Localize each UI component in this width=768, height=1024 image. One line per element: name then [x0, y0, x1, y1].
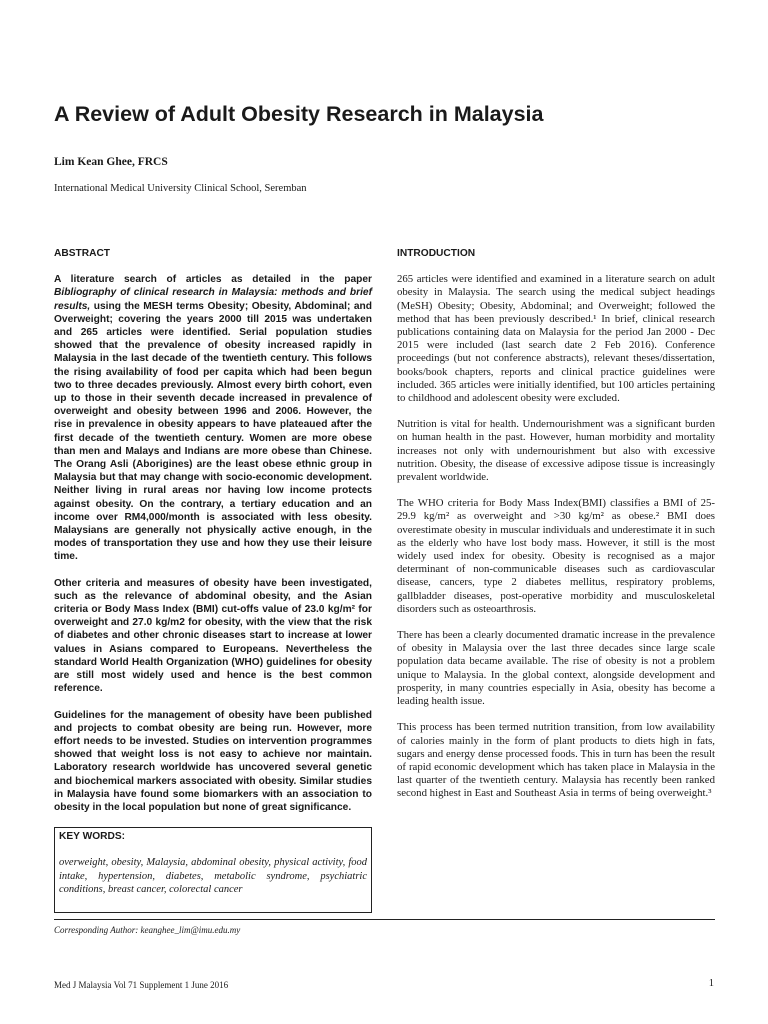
intro-paragraph-5: This process has been termed nutrition transition, from low availability of calories mainly in the form of plant products to diets high in fats, sugars and energy dense processed foods. This in turn has been the result of rapid economic development which has taken place in Malaysia in the last quarter of the twentieth century. Malaysia has recently been ranked second highest in East and Southeast Asia in terms of being overweight.³ — [397, 721, 715, 800]
intro-paragraph-3: The WHO criteria for Body Mass Index(BMI) classifies a BMI of 25-29.9 kg/m² as overweight and >30 kg/m² as obese.² BMI does overestimate obesity in muscular individuals and underestimate it in such as the elderly who have lost body mass. However, it still is the most widely used index for obesity. Obesity is recognised as a major determinant of non-communicable diseases such as cardiovascular disease, cancers, type 2 diabetes mellitus, respiratory problems, gallbladder diseases, post-operative morbidity and musculoskeletal disorders such as osteoarthrosis. — [397, 497, 715, 615]
journal-citation: Med J Malaysia Vol 71 Supplement 1 June 2016 — [54, 980, 229, 990]
introduction-heading: INTRODUCTION — [397, 248, 476, 259]
footnote-divider — [54, 919, 715, 920]
corresponding-author: Corresponding Author: keanghee_lim@imu.edu.my — [54, 925, 241, 935]
introduction-column — [397, 247, 715, 814]
intro-paragraph-1: 265 articles were identified and examined in a literature search on adult obesity in Malaysia. The search using the medical subject headings (MeSH) Obesity; Obesity, Abdominal; and Overweight; followed the method that has been previously described.¹ In brief, clinical research publications containing data on Malaysia for the period Jan 2000 - Dec 2015 were included (last search date 2 Feb 2016). Conference proceedings (but not conference abstracts), relevant theses/dissertation, books/book chapters, reports and clinical practice guidelines were included. 365 articles were initially identified, but 100 articles pertaining to childhood and adolescent obesity were excluded. — [397, 273, 715, 405]
author-affiliation: International Medical University Clinical School, Seremban — [54, 183, 307, 194]
abstract-paragraph-1 — [54, 273, 372, 563]
keywords-box — [54, 827, 372, 913]
keywords-text: overweight, obesity, Malaysia, abdominal obesity, physical activity, food intake, hypertension, diabetes, metabolic syndrome, psychiatric conditions, breast cancer, colorectal cancer — [59, 857, 367, 895]
abstract-p1-body: using the MESH terms Obesity; Obesity, Abdominal; and Overweight; covering the years 2000 till 2015 was undertaken and 265 articles were identified. Serial population studies showed that the prevalence of obesity increased rapidly in Malaysia in the last decade of the twentieth century. This follows the rising availability of food per capita which had been begun two to three decades previously. Almost every birth cohort, even up to those in their seventh decade increased in prevalence of overweight and obesity between 1996 and 2006. However, the rise in prevalence in obesity appears to have plateaued after the first decade of the twentieth century. Women are more obese than men and Malays and Indians are more obese than Chinese. The Orang Asli (Aborigines) are the least obese ethnic group in Malaysia but that may change with socio-economic development. Neither living in rural areas nor having low income protects against obesity. On the contrary, a tertiary education and an income over RM4,000/month is associated with less obesity. Malaysians are generally not physically active enough, in the modes of transportation they use and how they use their leisure time. — [54, 300, 372, 563]
intro-paragraph-4: There has been a clearly documented dramatic increase in the prevalence of obesity in Malaysia over the last three decades since large scale population data became available. The rise of obesity is not a problem unique to Malaysia. In the global context, alongside development and prosperity, in many countries especially in Asia, obesity has become a leading health issue. — [397, 629, 715, 708]
abstract-paragraph-2: Other criteria and measures of obesity have been investigated, such as the relevance of abdominal obesity, and the Asian criteria or Body Mass Index (BMI) cut-offs value of 23.0 kg/m² for overweight and 27.0 kg/m2 for obesity, with the view that the risk of diabetes and other chronic diseases start to increase at lower values in Asians compared to Europeans. Nevertheless the standard World Health Organization (WHO) guidelines for obesity are still most widely used and hence is the best common reference. — [54, 577, 372, 695]
abstract-p1-citation-title: Bibliography of clinical research in Malaysia: methods and brief results, — [54, 287, 372, 312]
abstract-heading: ABSTRACT — [54, 248, 111, 259]
intro-paragraph-2: Nutrition is vital for health. Undernourishment was a significant burden on human health in the past. However, human morbidity and mortality increases not only with undernourishment but also with excessive nutrition. Obesity, the disease of excessive adipose tissue is increasingly prevalent worldwide. — [397, 418, 715, 484]
abstract-column — [54, 247, 372, 913]
page-number: 1 — [708, 978, 714, 989]
paper-title: A Review of Adult Obesity Research in Malaysia — [54, 102, 544, 126]
keywords-heading: KEY WORDS: — [59, 831, 126, 843]
author-name: Lim Kean Ghee, FRCS — [54, 156, 168, 168]
abstract-paragraph-3: Guidelines for the management of obesity have been published and projects to combat obesity are being run. However, more effort needs to be invested. Studies on intervention programmes showed that weight loss is not easy to achieve nor maintain. Laboratory research worldwide has uncovered several genetic and biochemical markers associated with obesity. Similar studies in Malaysia have found some biomarkers with an association to obesity in the local population but none of great significance. — [54, 709, 372, 813]
abstract-p1-lead: A literature search of articles as detailed in the paper — [54, 274, 372, 286]
